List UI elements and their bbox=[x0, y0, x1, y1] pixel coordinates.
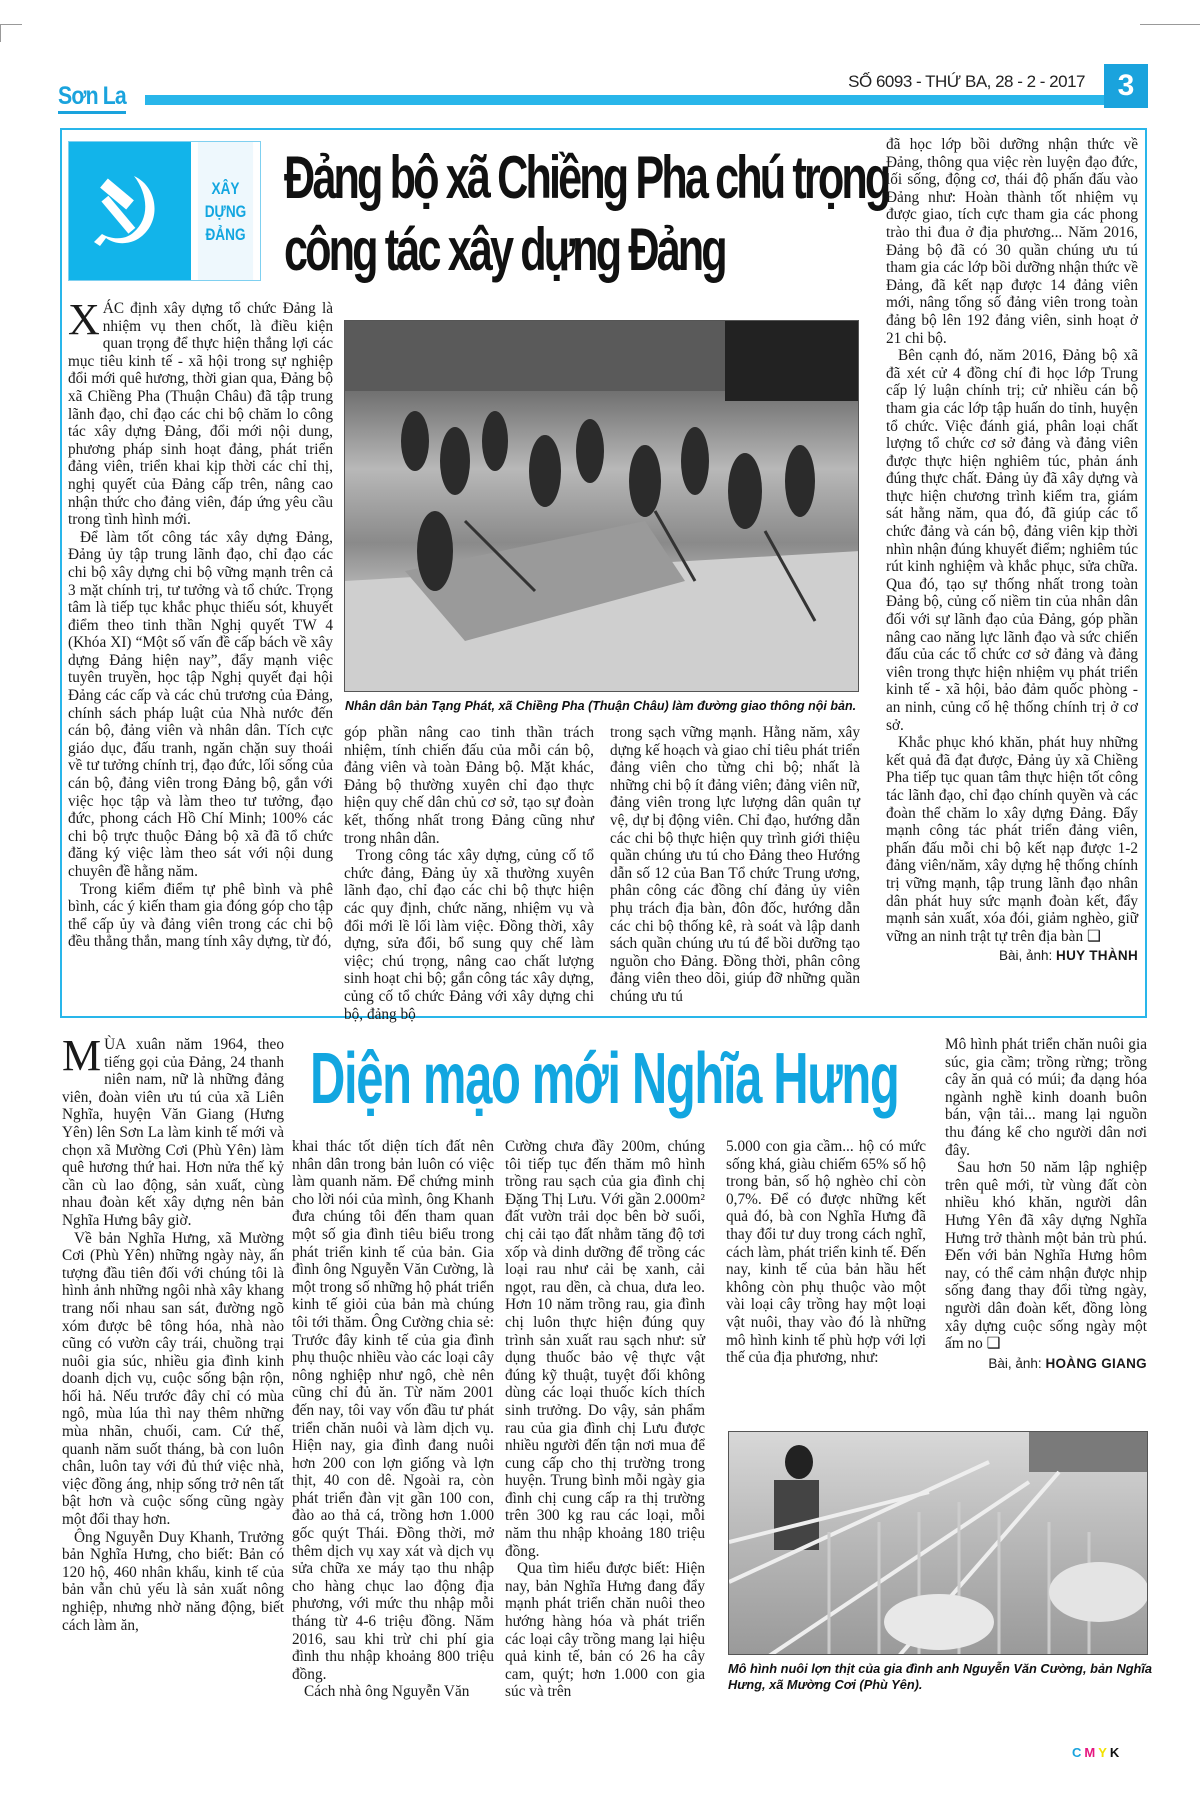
section-name: Sơn La bbox=[58, 82, 126, 114]
paragraph: Cách nhà ông Nguyễn Văn bbox=[304, 1683, 470, 1701]
cmyk-letter: K bbox=[1109, 1745, 1123, 1760]
paragraph: Mô hình phát triển chăn nuôi gia súc, gia cầm; trồng rừng; trồng cây ăn quả có múi; đa dạng hóa ngành nghề kinh doanh buôn bán, vận tải... mang lại nguồn thu đáng kể cho người dân nơi đây. bbox=[945, 1036, 1147, 1159]
paragraph: Bên cạnh đó, năm 2016, Đảng bộ xã đã xét cử 4 đồng chí đi học lớp Trung cấp lý luận chính trị; cử nhiều cán bộ tham gia các lớp tập huấn do tỉnh, huyện tổ chức. Việc đánh giá, phân loại chất lượng tổ chức cơ sở đảng và đảng viên được thực hiện nghiêm túc, phản ánh đúng thực chất. Đảng ủy đã xây dựng và thực hiện chương trình kiểm tra, giám sát hằng năm, qua đó, đã giúp các tổ chức đảng và cán bộ, đảng viên kịp thời nhìn nhận đúng khuyết điểm; nghiêm túc rút kinh nghiệm và khắc phục, sửa chữa. Qua đó, tạo sự thống nhất trong toàn Đảng bộ, củng cố niềm tin của nhân dân đối với sự lãnh đạo của Đảng, góp phần nâng cao năng lực lãnh đạo và sức chiến đấu của các tổ chức cơ sở đảng và đảng viên trong thực hiện nhiệm vụ phát triển kinh tế - xã hội, bảo đảm quốc phòng - an ninh, củng cố hệ thống chính trị ở cơ sở. bbox=[886, 347, 1138, 734]
article-2-photo-caption: Mô hình nuôi lợn thịt của gia đình anh Nguyễn Văn Cường, bản Nghĩa Hưng, xã Mường Cơi (Phù Yên). bbox=[728, 1661, 1152, 1692]
logo-line: XÂY bbox=[211, 178, 240, 198]
crop-mark bbox=[1140, 24, 1200, 25]
paragraph: Về bản Nghĩa Hưng, xã Mường Cơi (Phù Yên) những ngày này, ấn tượng đầu tiên đối với chúng tôi là hình ảnh những ngôi nhà xây khang trang nối nhau san sát, đường ngõ xóm được bê tông hóa, nhà nào cũng có vườn cây trái, chuồng trại nuôi gia súc, nhiều gia đình kinh doanh dịch vụ, cuộc sống bận rộn, hối hả. Nếu trước đây chỉ có mùa ngô, mùa lúa thì nay thêm những mùa nhãn, chuối, cam. Cứ thế, quanh năm suốt tháng, bà con luôn chân, luôn tay với đủ thứ việc nhà, việc đồng áng, nhịp sống trở nên tất bật hơn và cuộc sống cũng ngày một đổi thay hơn. bbox=[62, 1229, 284, 1529]
paragraph: Trong công tác xây dựng, củng cố tổ chức đảng, Đảng ủy xã thường xuyên lãnh đạo, chỉ đạo các chi bộ thực hiện các quy định, chức năng, nhiệm vụ và đổi mới lề lối làm việc. Đồng thời, xây dựng, sửa đổi, bổ sung quy chế làm việc; chú trọng, nâng cao chất lượng sinh hoạt chi bộ; gắn công tác xây dựng, củng cố tổ chức Đảng với xây dựng chi bộ, đảng bộ bbox=[344, 847, 594, 1023]
article-1-photo bbox=[344, 320, 859, 692]
headline-line: Đảng bộ xã Chiềng Pha chú trọng bbox=[284, 144, 889, 211]
article-2-column-4 bbox=[726, 1138, 926, 1367]
hammer-sickle-icon bbox=[69, 142, 191, 280]
paragraph: 5.000 con gia cầm... hộ có mức sống khá, giàu chiếm 65% số hộ trong bản, số hộ nghèo chỉ còn 0,7%. Để có được những kết quả đó, bà con Nghĩa Hưng đã thay đổi tư duy trong cách nghĩ, cách làm, phát triển kinh tế. Đến nay, kinh tế của bản hầu hết không còn phụ thuộc vào một vài loại cây trồng hay một loại vật nuôi, thay vào đó là những mô hình kinh tế phù hợp với lợi thế của địa phương, như: bbox=[726, 1138, 926, 1367]
article-1-column-4 bbox=[886, 136, 1138, 965]
author-name: HOÀNG GIANG bbox=[1045, 1355, 1147, 1371]
paragraph: Cường chưa đầy 200m, chúng tôi tiếp tục đến thăm mô hình trồng rau sạch của gia đình chị Đặng Thị Lưu. Với gần 2.000m² đất vườn trải dọc bên bờ suối, chị cải tạo đất nhằm tăng độ tơi xốp và dinh dưỡng để trồng các loại rau như cải bẹ xanh, cải ngọt, rau dền, cà chua, dưa leo. Hơn 10 năm trồng rau, gia đình chị luôn thực hiện đúng quy trình sản xuất rau sạch như: sử dụng thuốc bảo vệ thực vật đúng kỹ thuật, tuyệt đối không dùng các loại thuốc kích thích sinh trưởng. Do vậy, sản phẩm rau của gia đình chị Lưu được nhiều người đến tận nơi mua để cung cấp cho thị trường trong huyện. Trung bình mỗi ngày gia đình chị cung cấp ra thị trường trên 300 kg rau các loại, mỗi năm thu nhập khoảng 180 triệu đồng. bbox=[505, 1138, 705, 1560]
crop-mark bbox=[0, 24, 22, 42]
author-name: HUY THÀNH bbox=[1056, 948, 1138, 964]
paragraph: XÁC định xây dựng tổ chức Đảng là nhiệm vụ then chốt, là điều kiện quan trọng để thực hiện thắng lợi các mục tiêu kinh tế - xã hội trong sự nghiệp đổi mới quê hương, thời gian qua, Đảng bộ xã Chiềng Pha (Thuận Châu) đã tập trung lãnh đạo, chỉ đạo các chi bộ chăm lo công tác xây dựng Đảng, đổi mới nội dung, phương pháp sinh hoạt đảng, phát triển đảng viên, triển khai kịp thời các chỉ thị, nghị quyết của Đảng cấp trên, nâng cao nhận thức cho đảng viên, đáp ứng yêu cầu trong tình hình mới. bbox=[68, 295, 333, 529]
article-1-photo-caption: Nhân dân bản Tạng Phát, xã Chiềng Pha (Thuận Châu) làm đường giao thông nội bản. bbox=[345, 699, 857, 713]
xay-dung-dang-logo bbox=[68, 141, 261, 281]
paragraph: Trong kiểm điểm tự phê bình và phê bình, các ý kiến tham gia đóng góp cho tập thể cấp ủy và đảng viên trong các chi bộ đều thẳng thắn, mang tính xây dựng, từ đó, bbox=[68, 880, 333, 951]
cmyk-letter: M bbox=[1084, 1745, 1099, 1760]
byline: Bài, ảnh: HUY THÀNH bbox=[998, 948, 1138, 964]
headline-line: công tác xây dựng Đảng bbox=[284, 216, 725, 283]
article-2-column-2 bbox=[292, 1138, 494, 1701]
article-2-column-1 bbox=[62, 1031, 284, 1634]
paragraph: Qua tìm hiểu được biết: Hiện nay, bản Nghĩa Hưng đang đẩy mạnh phát triển chăn nuôi theo hướng hàng hóa và phát triển các loại cây trồng mang lại hiệu quả kinh tế, bản có 26 ha cây cam, quýt; hơn 1.000 con gia súc và trên bbox=[505, 1560, 705, 1701]
paragraph: đã học lớp bồi dưỡng nhận thức về Đảng, thông qua việc rèn luyện đạo đức, lối sống, động cơ, thái độ phấn đấu vào Đảng như: Hoàn thành tốt nhiệm vụ được giao, tích cực tham gia các phong trào thi đua ở địa phương... Năm 2016, Đảng bộ đã có 30 quần chúng ưu tú tham gia các lớp bồi dưỡng nhận thức về Đảng, đã kết nạp được 14 đảng viên mới, nâng tổng số đảng viên trong toàn đảng bộ lên 192 đảng viên, sinh hoạt ở 21 chi bộ. bbox=[886, 136, 1138, 347]
logo-line: DỰNG bbox=[204, 201, 247, 221]
pig-farm-image bbox=[729, 1432, 1148, 1655]
article-1-column-1 bbox=[68, 295, 333, 951]
article-1-headline bbox=[284, 142, 889, 286]
cmyk-registration bbox=[1072, 1745, 1122, 1760]
paragraph: Để làm tốt công tác xây dựng Đảng, Đảng ủy tập trung lãnh đạo, chỉ đạo các chi bộ xây dựng chi bộ vững mạnh trên cả 3 mặt chính trị, tư tưởng và tổ chức. Trọng tâm là tiếp tục khắc phục thiếu sót, khuyết điểm theo tinh thần Nghị quyết TW 4 (Khóa XI) “Một số vấn đề cấp bách về xây dựng Đảng hiện nay”, đẩy mạnh việc tuyên truyền, học tập Nghị quyết đại hội Đảng các cấp và các chủ trương của Đảng, chính sách pháp luật của Nhà nước đến cán bộ, đảng viên và nhân dân. Tích cực giáo dục, đấu tranh, ngăn chặn suy thoái về tư tưởng chính trị, đạo đức, lối sống của cán bộ, đảng viên trong Đảng bộ, gắn với việc học tập và làm theo tư tưởng, đạo đức, phong cách Hồ Chí Minh; 100% các chi bộ trực thuộc Đảng bộ xã đã tổ chức đăng ký việc làm theo sát với nội dung chuyên đề hằng năm. bbox=[68, 528, 333, 880]
cmyk-letter: Y bbox=[1098, 1745, 1110, 1760]
logo-line: ĐẢNG bbox=[205, 224, 246, 244]
paragraph: Ông Nguyễn Duy Khanh, Trưởng bản Nghĩa Hưng, cho biết: Bản có 120 hộ, 460 nhân khẩu, kinh tế của bản vẫn chủ yếu là sản xuất nông nghiệp, nhưng nhờ năng động, biết cách làm ăn, bbox=[62, 1528, 284, 1634]
byline: Bài, ảnh: HOÀNG GIANG bbox=[988, 1355, 1147, 1371]
cmyk-letter: C bbox=[1072, 1745, 1085, 1760]
paragraph: MÙA xuân năm 1964, theo tiếng gọi của Đảng, 24 thanh niên nam, nữ là những đảng viên, đoàn viên ưu tú của xã Liên Nghĩa, huyện Văn Giang (Hưng Yên) lên Sơn La làm kinh tế mới và chọn xã Mường Cơi (Phù Yên) làm quê hương thứ hai. Hơn nửa thế kỷ cần cù lao động, sản xuất, cùng nhau đoàn kết xây dựng nên bản Nghĩa Hưng bây giờ. bbox=[62, 1031, 284, 1229]
article-1-column-3 bbox=[610, 724, 860, 1006]
drop-cap: X bbox=[68, 295, 100, 344]
issue-date: SỐ 6093 - THỨ BA, 28 - 2 - 2017 bbox=[848, 72, 1085, 91]
paragraph: trong sạch vững mạnh. Hằng năm, xây dựng kế hoạch và giao chỉ tiêu phát triển đảng viên cho từng chi bộ; nhất là những chi bộ ít đảng viên; đảng viên nữ, đảng viên trong lực lượng dân quân tự vệ, dự bị động viên. Chỉ đạo, hướng dẫn các chi bộ thực hiện quy trình giới thiệu quần chúng ưu tú cho Đảng theo Hướng dẫn số 12 của Ban Tổ chức Trung ương, phân công các đồng chí đảng ủy viên phụ trách địa bàn, đôn đốc, hướng dẫn các chi bộ thống kê, rà soát và lập danh sách quần chúng ưu tú để bồi dưỡng tạo nguồn cho Đảng. Đồng thời, phân công đảng viên theo dõi, giúp đỡ những quần chúng ưu tú bbox=[610, 724, 860, 1005]
paragraph: khai thác tốt diện tích đất nên nhân dân trong bản luôn có việc làm quanh năm. Để chứng minh cho lời nói của mình, ông Khanh đưa chúng tôi đến tham quan một số gia đình tiêu biểu trong phát triển kinh tế của bản. Gia đình ông Nguyễn Văn Cường, là một trong số những hộ phát triển kinh tế giỏi của bản mà chúng tôi tới thăm. Ông Cường chia sẻ: Trước đây kinh tế của gia đình phụ thuộc nhiều vào các loại cây nông nghiệp như ngô, chè nên cũng chỉ đủ ăn. Từ năm 2001 đến nay, tôi vay vốn đầu tư phát triển chăn nuôi và làm dịch vụ. Hiện nay, gia đình đang nuôi hơn 200 con lợn giống và lợn thịt, 40 con dê. Ngoài ra, còn phát triển đàn vịt gần 100 con, đào ao thả cá, trồng hơn 1.000 gốc quýt Thái. Đồng thời, mở thêm dịch vụ xay xát và dịch vụ sửa chữa xe máy tạo thu nhập cho hàng chục lao động địa phương, với mức thu nhập mỗi tháng từ 4-6 triệu đồng. Năm 2016, sau khi trừ chi phí gia đình thu nhập khoảng 800 triệu đồng. bbox=[292, 1138, 494, 1683]
article-2-column-5 bbox=[945, 1036, 1147, 1372]
article-2-column-3 bbox=[505, 1138, 705, 1701]
paragraph: Sau hơn 50 năm lập nghiệp trên quê mới, từ vùng đất còn nhiều khó khăn, người dân Hưng Yên đã xây dựng Nghĩa Hưng trở thành một bản trù phú. Đến với bản Nghĩa Hưng hôm nay, có thể cảm nhận được nhịp sống đang thay đổi từng ngày, người dân đoàn kết, đồng lòng xây dựng cuộc sống ngày một ấm no ❑ bbox=[945, 1159, 1147, 1353]
paragraph: Khắc phục khó khăn, phát huy những kết quả đã đạt được, Đảng ủy xã Chiềng Pha tiếp tục quan tâm thực hiện tốt công tác lãnh đạo, chỉ đạo chính quyền và các đoàn thể chăm lo xây dựng Đảng. Đẩy mạnh công tác phát triển đảng viên, phấn đấu mỗi chi bộ kết nạp được 1-2 đảng viên/năm, xây dựng hệ thống chính trị vững mạnh, tập trung lãnh đạo nhân dân phát huy sức mạnh đoàn kết, đẩy mạnh sản xuất, xóa đói, giảm nghèo, giữ vững an ninh trật tự trên địa bàn ❑ bbox=[886, 734, 1138, 945]
article-2-photo bbox=[728, 1431, 1148, 1655]
paragraph: góp phần nâng cao tinh thần trách nhiệm, tính chiến đấu của mỗi cán bộ, đảng viên và toàn Đảng bộ. Mặt khác, Đảng bộ thường xuyên chỉ đạo thực hiện quy chế dân chủ cơ sở, tạo sự đoàn kết, thống nhất trong Đảng cũng như trong nhân dân. bbox=[344, 724, 594, 847]
article-2-headline: Diện mạo mới Nghĩa Hưng bbox=[310, 1039, 899, 1119]
page-number: 3 bbox=[1104, 64, 1148, 108]
drop-cap: M bbox=[62, 1031, 102, 1080]
people-working-road-image bbox=[345, 321, 859, 692]
header-rule bbox=[145, 95, 1105, 105]
article-1-column-2 bbox=[344, 724, 594, 1023]
crop-mark bbox=[0, 24, 1, 42]
